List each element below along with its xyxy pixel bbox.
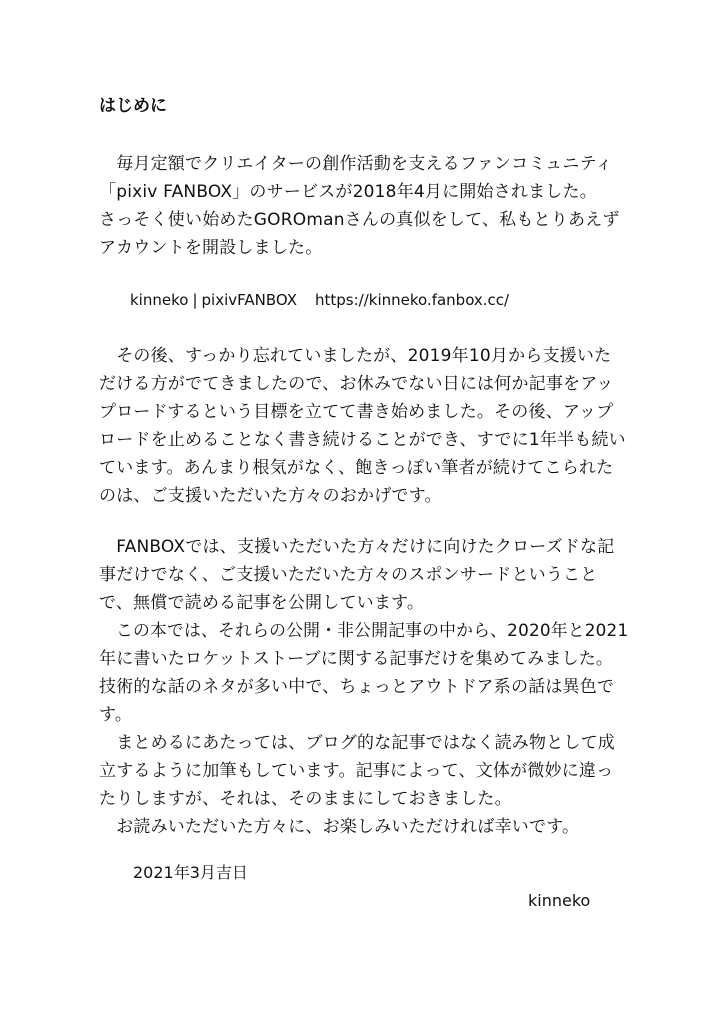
paragraph3-line-5: 年に書いたロケットストーブに関する記事だけを集めてみました。: [99, 649, 614, 669]
paragraph2-line-4: ロードを止めることなく書き続けることができ、すでに1年半も続い: [99, 430, 626, 450]
paragraph2-line-5: ています。あんまり根気がなく、飽きっぽい筆者が続けてこられた: [99, 458, 614, 478]
paragraph3-line-1: FANBOXでは、支援いただいた方々だけに向けたクローズドな記: [99, 537, 615, 557]
fanbox-link-line: [130, 289, 509, 311]
paragraph3-line-9: 立するように加筆もしています。記事によって、文体が微妙に違っ: [99, 761, 614, 781]
paragraph3-line-11: お読みいただいた方々に、お楽しみいただければ幸いです。: [99, 817, 580, 837]
link-separator: |: [192, 291, 198, 309]
paragraph2-line-6: のは、ご支援いただいた方々のおかげです。: [99, 486, 442, 506]
paragraph3-line-4: この本では、それらの公開・非公開記事の中から、2020年と2021: [99, 621, 629, 641]
paragraph1-line-1: 毎月定額でクリエイターの創作活動を支えるファンコミュニティ: [99, 154, 613, 174]
paragraph3-line-6: 技術的な話のネタが多い中で、ちょっとアウトドア系の話は異色で: [99, 677, 615, 697]
paragraph3-line-2: 事だけでなく、ご支援いただいた方々のスポンサードということ: [99, 565, 598, 585]
date-line: 2021年3月吉日: [133, 863, 248, 882]
paragraph1-line-3: さっそく使い始めたGOROmanさんの真似をして、私もとりあえず: [99, 210, 620, 230]
paragraph1-line-4: アカウントを開設しました。: [99, 238, 323, 258]
service-name: pixivFANBOX: [201, 291, 297, 309]
page-title: はじめに: [99, 96, 167, 116]
signature: kinneko: [528, 891, 591, 910]
paragraph3-line-8: まとめるにあたっては、ブログ的な記事ではなく読み物として成: [99, 733, 615, 753]
paragraph1-line-2: 「pixiv FANBOX」のサービスが2018年4月に開始されました。: [99, 182, 597, 202]
paragraph2-line-3: プロードするという目標を立てて書き始めました。その後、アップ: [99, 402, 614, 422]
paragraph2-line-2: だける方がでてきましたので、お休みでない日には何か記事をアッ: [99, 374, 614, 394]
paragraph2-line-1: その後、すっかり忘れていましたが、2019年10月から支援いた: [99, 346, 612, 366]
paragraph3-line-7: す。: [99, 705, 133, 725]
paragraph3-line-3: で、無償で読める記事を公開しています。: [99, 593, 425, 613]
account-name: kinneko: [130, 291, 189, 309]
paragraph3-line-10: たりしますが、それは、そのままにしておきました。: [99, 789, 512, 809]
fanbox-url[interactable]: https://kinneko.fanbox.cc/: [315, 291, 510, 309]
